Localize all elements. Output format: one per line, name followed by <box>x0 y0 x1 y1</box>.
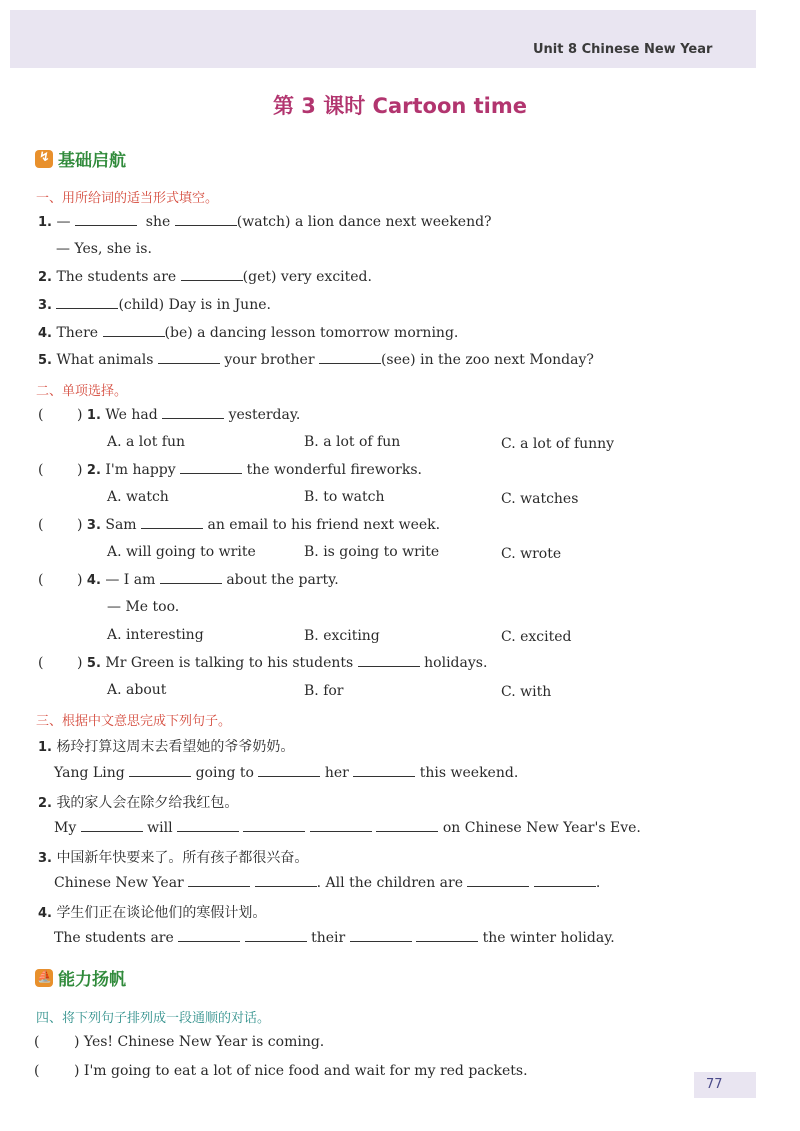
blank[interactable] <box>245 930 307 942</box>
section-ability-label: 能力扬帆 <box>58 970 126 990</box>
p3-q2-cn: 2. 我的家人会在除夕给我红包。 <box>38 795 239 811</box>
blank <box>358 655 420 667</box>
p1-q5: 5. What animals your brother (see) in the zoo next Monday? <box>38 352 594 368</box>
part1-heading: 一、用所给词的适当形式填空。 <box>36 191 219 206</box>
p3-q3-cn: 3. 中国新年快要来了。所有孩子都很兴奋。 <box>38 850 309 866</box>
blank[interactable] <box>178 930 240 942</box>
p1-q2: 2. The students are (get) very excited. <box>38 269 372 285</box>
blank[interactable] <box>81 820 143 832</box>
blank[interactable] <box>319 352 381 364</box>
answer-paren[interactable]: ( <box>38 462 44 478</box>
option-b[interactable]: B. to watch <box>304 489 385 505</box>
blank[interactable] <box>310 820 372 832</box>
blank[interactable] <box>56 297 118 309</box>
p3-q1-en: Yang Ling going to her this weekend. <box>54 765 519 781</box>
blank[interactable] <box>416 930 478 942</box>
blank[interactable] <box>75 214 137 226</box>
p3-q2-en: My will on Chinese New Year's Eve. <box>54 820 641 836</box>
sailboat-icon <box>35 969 53 987</box>
option-c[interactable]: C. watches <box>501 491 579 507</box>
option-c[interactable]: C. wrote <box>501 546 562 562</box>
part2-heading: 二、单项选择。 <box>36 384 128 399</box>
unit-label: Unit 8 Chinese New Year <box>533 42 713 57</box>
blank <box>160 572 222 584</box>
option-a[interactable]: A. interesting <box>107 627 204 643</box>
rocket-icon <box>35 150 53 168</box>
blank <box>162 407 224 419</box>
blank[interactable] <box>534 875 596 887</box>
p3-q1-cn: 1. 杨玲打算这周末去看望她的爷爷奶奶。 <box>38 739 295 755</box>
blank[interactable] <box>181 269 243 281</box>
blank[interactable] <box>258 765 320 777</box>
section-basic-label: 基础启航 <box>58 151 126 171</box>
option-b[interactable]: B. exciting <box>304 628 380 644</box>
p2-q4-reply: — Me too. <box>107 599 180 615</box>
p2-q3: ) 3. Sam an email to his friend next week. <box>77 517 441 533</box>
option-b[interactable]: B. for <box>304 683 344 699</box>
p2-q4: ) 4. — I am about the party. <box>77 572 339 588</box>
answer-paren[interactable]: ( <box>38 517 44 533</box>
blank[interactable] <box>467 875 529 887</box>
option-c[interactable]: C. with <box>501 684 552 700</box>
p3-q3-en: Chinese New Year . All the children are . <box>54 875 601 891</box>
p2-q1: ) 1. We had yesterday. <box>77 407 301 423</box>
blank[interactable] <box>158 352 220 364</box>
part3-heading: 三、根据中文意思完成下列句子。 <box>36 714 232 729</box>
option-a[interactable]: A. about <box>107 682 167 698</box>
option-c[interactable]: C. a lot of funny <box>501 436 615 452</box>
blank[interactable] <box>129 765 191 777</box>
blank <box>180 462 242 474</box>
blank[interactable] <box>175 214 237 226</box>
section-ability-heading <box>35 965 126 990</box>
p1-q3: 3. (child) Day is in June. <box>38 297 271 313</box>
blank <box>141 517 203 529</box>
answer-paren[interactable]: ( <box>34 1034 40 1050</box>
blank[interactable] <box>353 765 415 777</box>
option-a[interactable]: A. watch <box>107 489 169 505</box>
p1-q1: 1. — she (watch) a lion dance next weekend? <box>38 214 492 230</box>
blank[interactable] <box>188 875 250 887</box>
option-c[interactable]: C. excited <box>501 629 572 645</box>
p4-line2: ) I'm going to eat a lot of nice food and wait for my red packets. <box>74 1063 528 1079</box>
p4-line1: ) Yes! Chinese New Year is coming. <box>74 1034 325 1050</box>
lesson-title: 第 3 课时 Cartoon time <box>273 94 527 118</box>
p3-q4-cn: 4. 学生们正在谈论他们的寒假计划。 <box>38 905 267 921</box>
p3-q4-en: The students are their the winter holiday. <box>54 930 615 946</box>
blank[interactable] <box>243 820 305 832</box>
answer-paren[interactable]: ( <box>34 1063 40 1079</box>
part4-heading: 四、将下列句子排列成一段通顺的对话。 <box>36 1011 271 1026</box>
answer-paren[interactable]: ( <box>38 407 44 423</box>
answer-paren[interactable]: ( <box>38 572 44 588</box>
p1-q4: 4. There (be) a dancing lesson tomorrow morning. <box>38 325 459 341</box>
p2-q2: ) 2. I'm happy the wonderful fireworks. <box>77 462 422 478</box>
blank[interactable] <box>376 820 438 832</box>
option-a[interactable]: A. will going to write <box>107 544 256 560</box>
option-a[interactable]: A. a lot fun <box>107 434 186 450</box>
answer-paren[interactable]: ( <box>38 655 44 671</box>
option-b[interactable]: B. a lot of fun <box>304 434 401 450</box>
blank[interactable] <box>177 820 239 832</box>
blank[interactable] <box>103 325 165 337</box>
blank[interactable] <box>255 875 317 887</box>
blank[interactable] <box>350 930 412 942</box>
header-band <box>10 10 756 68</box>
option-b[interactable]: B. is going to write <box>304 544 440 560</box>
section-basic-heading <box>35 146 126 171</box>
page-number: 77 <box>694 1072 756 1098</box>
p2-q5: ) 5. Mr Green is talking to his students holidays. <box>77 655 488 671</box>
p1-q1-answer: — Yes, she is. <box>56 241 152 257</box>
